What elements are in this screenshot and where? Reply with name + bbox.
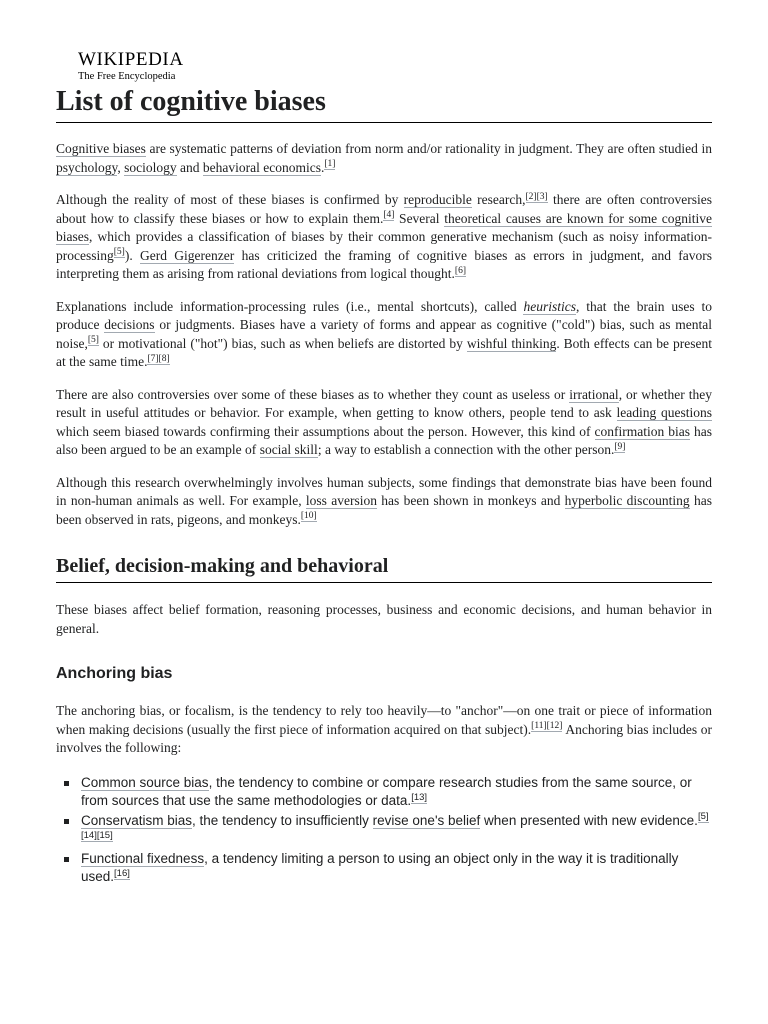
link-conservatism-bias[interactable]: Conservatism bias (81, 812, 193, 828)
citation-link[interactable]: [10] (300, 511, 317, 521)
article-body (56, 140, 712, 888)
citation-link[interactable]: [16] (114, 867, 130, 879)
link-sociology[interactable]: sociology (124, 159, 177, 175)
text: ). (124, 247, 141, 263)
link-psychology[interactable]: psychology (56, 159, 118, 175)
text: , the tendency to combine or compare research studies from the same source, or from sources that use the same methodologies or data. (81, 774, 692, 808)
subsection-heading: Anchoring bias (56, 665, 173, 682)
intro-paragraph-4 (56, 386, 712, 460)
text: Although the reality of most of these biases is confirmed by (56, 192, 404, 207)
text: or motivational ("hot") bias, such as when beliefs are distorted by (98, 335, 467, 351)
text: , a tendency limiting a person to using an object only in the way it is traditionally used. (81, 850, 679, 884)
citation-link[interactable]: [15] (96, 829, 113, 841)
text: which seem biased towards confirming their assumptions about the person. However, this kind of (56, 423, 595, 439)
text: , or whether they result in useful attitudes or behavior. For example, when getting to know others, people tend to ask (56, 386, 713, 420)
text: and (176, 159, 203, 175)
section-heading: Belief, decision-making and behavioral (56, 553, 712, 583)
link-decisions[interactable]: decisions (104, 317, 155, 332)
wikipedia-logo[interactable] (78, 50, 184, 83)
link-common-source-bias[interactable]: Common source bias (81, 774, 209, 790)
text: there are often controversies about how to classify these biases or how to explain them. (56, 192, 712, 226)
intro-paragraph-1 (56, 140, 712, 177)
text: Several (394, 210, 445, 226)
text: has criticized the framing of cognitive biases as errors in judgment, and favors interpreting them as arising from rational deviations from logical thought. (56, 247, 713, 281)
link-reproducible[interactable]: reproducible (403, 192, 472, 207)
text: are systematic patterns of deviation from norm and/or rationality in judgment. They are often studied in (145, 141, 712, 156)
logo-wordmark: WIKIPEDIA (78, 49, 184, 70)
link-behavioral-economics[interactable]: behavioral economics (202, 159, 321, 175)
text: ; a way to establish a connection with the other person. (317, 442, 615, 457)
link-heuristics[interactable]: heuristics (523, 298, 576, 314)
text: . Both effects can be present at the same time. (56, 335, 712, 369)
list-item (81, 812, 712, 849)
link-social-skill[interactable]: social skill (259, 442, 318, 457)
citation-link[interactable]: [9] (614, 441, 626, 452)
text: has also been argued to be an example of (56, 423, 712, 457)
link-confirmation-bias[interactable]: confirmation bias (594, 423, 690, 439)
logo-tagline: The Free Encyclopedia (78, 71, 176, 82)
link-loss-aversion[interactable]: loss aversion (305, 493, 377, 508)
text: or judgments. Biases have a variety of forms and appear as cognitive ("cold") bias, such as mental noise, (56, 317, 712, 351)
text: , (117, 159, 125, 175)
text: , that the brain uses to produce (56, 298, 712, 332)
link-gerd-gigerenzer[interactable]: Gerd Gigerenzer (140, 247, 235, 263)
intro-paragraph-5 (56, 474, 712, 530)
citation-link[interactable]: [8] (158, 353, 170, 364)
bullet-icon (64, 781, 69, 786)
text: There are also controversies over some of these biases as to whether they count as useless or (56, 386, 570, 402)
text: . (320, 159, 325, 175)
citation-link[interactable]: [2] (525, 191, 537, 202)
list-item (81, 774, 712, 811)
anchoring-paragraph (56, 702, 712, 758)
link-leading-questions[interactable]: leading questions (616, 405, 712, 420)
link-cognitive-biases[interactable]: Cognitive biases (56, 141, 146, 156)
text: Explanations include information-processing rules (i.e., mental shortcuts), called (56, 298, 524, 314)
text: Anchoring bias includes or involves the following: (56, 721, 712, 755)
citation-link[interactable]: [13] (411, 791, 428, 803)
citation-link[interactable]: [5] (113, 247, 125, 257)
intro-paragraph-3 (56, 298, 712, 372)
text: when presented with new evidence. (480, 812, 698, 828)
citation-link[interactable]: [3] (536, 191, 548, 202)
text: Although this research overwhelmingly involves human subjects, some findings that demonstrate bias have been found in non-human animals as well. For example, (56, 474, 712, 508)
text: has been shown in monkeys and (376, 493, 565, 508)
link-hyperbolic-discounting[interactable]: hyperbolic discounting (564, 493, 690, 508)
citation-link[interactable]: [5] (697, 811, 709, 822)
link-theoretical-causes[interactable]: theoretical causes are known for some cognitive biases (56, 210, 713, 244)
text: has been observed in rats, pigeons, and monkeys. (56, 493, 712, 527)
text: research, (471, 192, 526, 207)
citation-link[interactable]: [4] (383, 210, 395, 220)
link-functional-fixedness[interactable]: Functional fixedness (81, 850, 205, 866)
citation-link[interactable]: [7] (147, 353, 159, 364)
page-title: List of cognitive biases (56, 84, 712, 123)
citation-link[interactable]: [12] (546, 721, 563, 731)
bias-list (56, 774, 712, 887)
citation-link[interactable]: [5] (87, 335, 99, 345)
text: , which provides a classification of biases by their common generative mechanism (such as noisy information-processing (56, 229, 712, 263)
citation-link[interactable]: [6] (454, 265, 466, 276)
link-revise-ones-belief[interactable]: revise one's belief (372, 812, 481, 828)
link-irrational[interactable]: irrational (569, 386, 619, 402)
citation-link[interactable]: [14] (81, 829, 97, 841)
text: , the tendency to insufficiently (192, 812, 373, 828)
text: The anchoring bias, or focalism, is the tendency to rely too heavily—to "anchor"—on one trait or piece of information when making decisions (usually the first piece of information acquired on that subject). (56, 703, 712, 737)
citation-link[interactable]: [1] (324, 159, 336, 169)
list-item (81, 850, 712, 887)
section-description: These biases affect belief formation, reasoning processes, business and economic decisions, and human behavior in general. (56, 602, 712, 636)
link-wishful-thinking[interactable]: wishful thinking (466, 335, 557, 351)
bullet-icon (64, 857, 69, 862)
bullet-icon (64, 819, 69, 824)
intro-paragraph-2 (56, 191, 712, 284)
citation-link[interactable]: [11] (531, 721, 547, 731)
